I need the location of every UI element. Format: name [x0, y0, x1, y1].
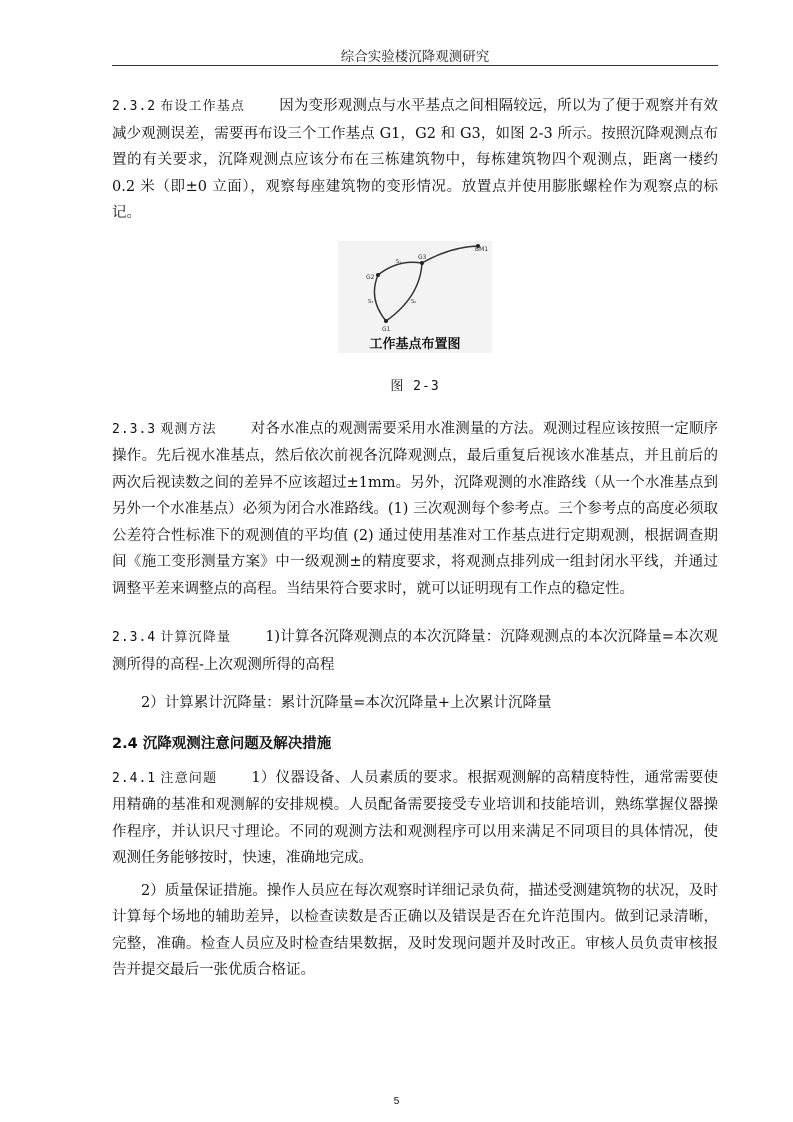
s2-label: S₂ — [411, 298, 417, 305]
s3-label: S₃ — [368, 298, 374, 305]
paragraph-2-3-2 — [112, 93, 718, 227]
work-base-point-diagram — [338, 241, 492, 353]
header-rule — [112, 65, 718, 66]
figure-title: 工作基点布置图 — [369, 336, 461, 352]
section-title: 计算沉降量 — [160, 630, 232, 645]
figure-caption: 图 2-3 — [390, 378, 440, 394]
section-text: 1）仪器设备、人员素质的要求。根据观测解的高精度特性，通常需要使用精确的基准和观测解的安排规模。人员配备需要接受专业培训和技能培训，熟练掌握仪器操作程序，并认识尺寸理论。不同的观测方法和观测程序可以用来满足不同项目的具体情况，使观测任务能够按时，快速，准确地完成。 — [112, 769, 718, 866]
section-text: 因为变形观测点与水平基点之间相隔较远，所以为了便于观察并有效减少观测误差，需要再布设三个工作基点 G1，G2 和 G3，如图 2-3 所示。按照沉降观测点布置的有关要求，沉降观测点应该分布在三栋建筑物中，每栋建筑物四个观测点，距离一楼约 0.2 米（即±0 立面），观察每座建筑物的变形情况。放置点并使用膨胀螺栓作为观察点的标记。 — [112, 98, 718, 221]
paragraph-2-3-4-item2: 2）计算累计沉降量：累计沉降量=本次沉降量+上次累计沉降量 — [141, 695, 552, 711]
figure-2-3 — [338, 241, 492, 353]
section-text: 对各水准点的观测需要采用水准测量的方法。观测过程应该按照一定顺序操作。先后视水准基点，然后依次前视各沉降观测点，最后重复后视该水准基点，并且前后的两次后视读数之间的差异不应该超过±1mm。另外，沉降观测的水准路线（从一个水准基点到另外一个水准基点）必须为闭合水准路线。(1) 三次观测每个参考点。三个参考点的高度必须取公差符合性标准下的观测值的平均值 (2) 通过使用基准对工作基点进行定期观测，根据调查期间《施工变形测量方案》中一级观测±的精度要求，将观测点排列成一组封闭水平线，并通过调整平差来调整点的高程。当结果符合要求时，就可以证明现有工作点的稳定性。 — [112, 420, 718, 597]
paragraph-2-3-4 — [112, 624, 718, 678]
section-title: 观测方法 — [160, 421, 217, 437]
paragraph-2-4-1-item2: 2）质量保证措施。操作人员应在每次观察时详细记录负荷，描述受测建筑物的状况，及时计算每个场地的辅助差异，以检查读数是否正确以及错误是否在允许范围内。做到记录清晰，完整，准确。检查人员应及时检查结果数据，及时发现问题并及时改正。审核人员负责审核报告并提交最后一张优质合格证。 — [112, 882, 718, 978]
s1-label: S₁ — [396, 258, 402, 265]
section-number: 2.4.1 — [112, 770, 157, 786]
g1-label: G1 — [382, 325, 391, 333]
section-heading-2-4: 2.4 沉降观测注意问题及解决措施 — [112, 735, 332, 752]
section-number: 2.3.4 — [112, 630, 157, 645]
g2-label: G2 — [366, 273, 375, 281]
g3-label: G3 — [418, 253, 427, 261]
section-number: 2.3.2 — [112, 99, 157, 114]
paragraph-2-4-1 — [112, 765, 718, 872]
section-number: 2.3.3 — [112, 421, 157, 437]
paragraph-2-3-3 — [112, 416, 718, 603]
section-text: 1)计算各沉降观测点的本次沉降量：沉降观测点的本次沉降量=本次观测所得的高程-上次观测所得的高程 — [112, 629, 718, 673]
page-body — [112, 93, 718, 984]
section-title: 注意问题 — [160, 770, 218, 786]
bm-label: BM1 — [475, 245, 489, 253]
page-number: 5 — [393, 1096, 400, 1107]
section-title: 布设工作基点 — [160, 99, 246, 114]
running-header: 综合实验楼沉降观测研究 — [340, 49, 490, 65]
